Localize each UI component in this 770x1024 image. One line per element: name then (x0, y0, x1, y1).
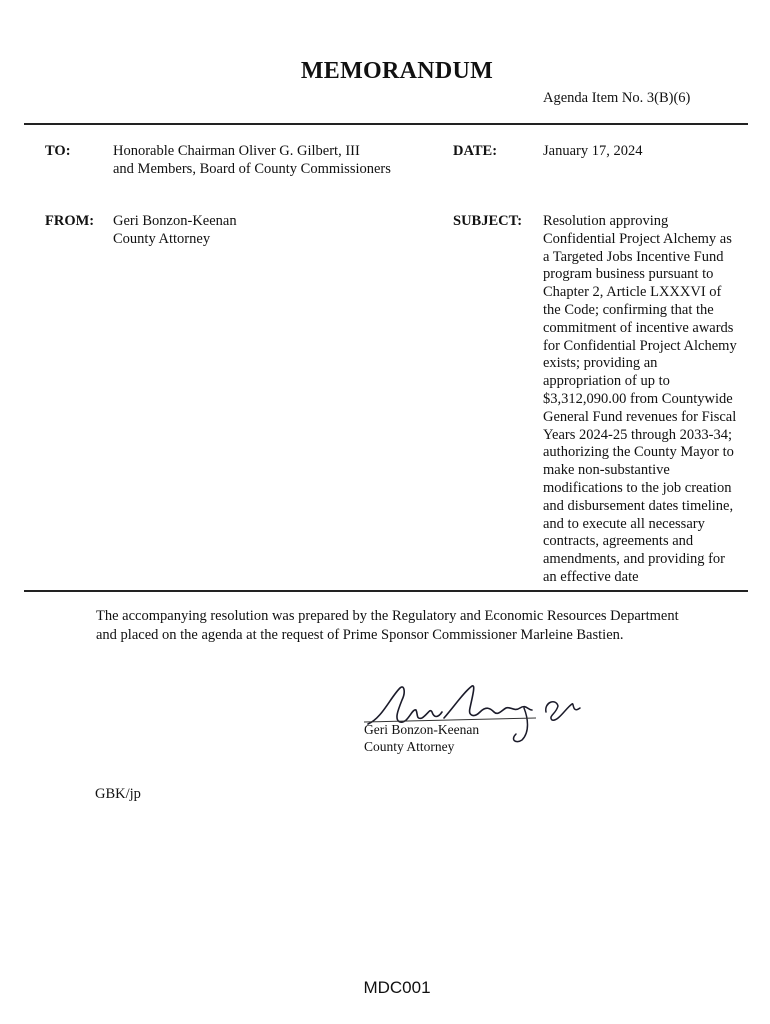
agenda-item-number: Agenda Item No. 3(B)(6) (543, 90, 691, 106)
bottom-divider (24, 590, 748, 592)
footer-code: MDC001 (363, 978, 431, 997)
from-line-1: Geri Bonzon-Keenan (113, 213, 237, 229)
date-value: January 17, 2024 (543, 143, 643, 159)
date-label: DATE: (453, 143, 498, 159)
typist-initials: GBK/jp (95, 786, 141, 802)
top-divider (24, 123, 748, 125)
from-label: FROM: (45, 213, 95, 229)
signatory-title: County Attorney (364, 739, 455, 754)
signature-block (364, 721, 479, 755)
to-line-1: Honorable Chairman Oliver G. Gilbert, III (113, 143, 360, 159)
to-line-2: and Members, Board of County Commissioners (113, 160, 391, 177)
from-line-2: County Attorney (113, 230, 211, 247)
to-label: TO: (45, 143, 71, 159)
subject-label: SUBJECT: (453, 213, 523, 229)
memo-title: MEMORANDUM (300, 58, 494, 84)
body-paragraph: The accompanying resolution was prepared by the Regulatory and Economic Resources Department and placed on the agenda at the request of Prime Sponsor Commissioner Marleine Bastien. (96, 608, 679, 643)
subject-text: Resolution approving Confidential Project Alchemy as a Targeted Jobs Incentive Fund program business pursuant to Chapter 2, Article LXXXVI of the Code; confirming that the commitment of incentive awards for Confidential Project Alchemy exists; providing an appropriation of up to $3,312,090.00 from Countywide General Fund revenues for Fiscal Years 2024-25 through 2033-34; authorizing the County Mayor to make non-substantive modifications to the job creation and disbursement dates timeline, and to execute all necessary contracts, agreements and amendments, and providing for an effective date (543, 213, 737, 585)
from-sender (113, 213, 237, 249)
signatory-name: Geri Bonzon-Keenan (364, 722, 480, 737)
to-recipient (113, 143, 391, 179)
